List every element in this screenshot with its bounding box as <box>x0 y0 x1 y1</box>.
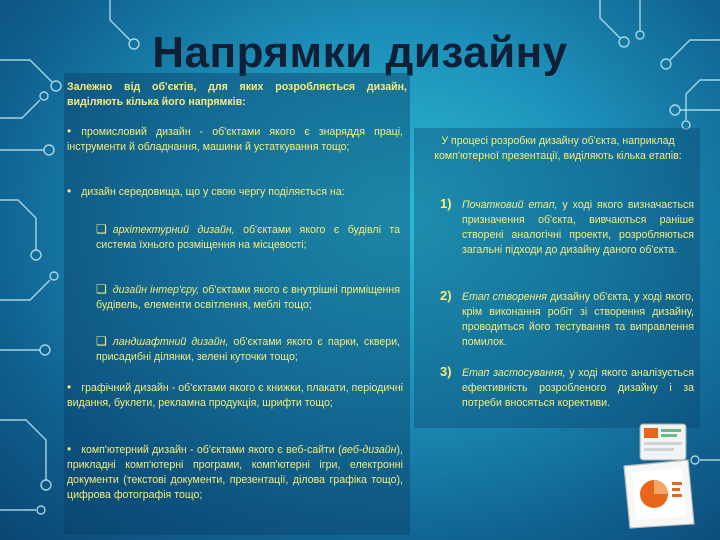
bullet-text: графічний дизайн - об'єктами якого є книжки, плакати, періодичні видання, буклети, рекламна продукція, шрифти тощо; <box>67 382 403 409</box>
bullet-glyph: • <box>67 184 72 198</box>
sub-item-term: ландшафтний дизайн, <box>112 336 229 348</box>
stage-text: дизайну об'єкта, у ході якого, крім виконання робіт зі створення дизайну, проводиться його тестування та виправлення помилок. <box>462 291 694 348</box>
intro-text: Залежно від об'єктів, для яких розробляється дизайн, виділяють кілька його напрямків: <box>67 81 407 108</box>
sub-item-text: об'єктами якого є внутрішні приміщення будівель, елементи освітлення, меблі тощо; <box>96 284 400 311</box>
stage-term: Етап створення <box>462 291 547 303</box>
powerpoint-icon <box>618 420 708 530</box>
bullet-text-a: комп'ютерний дизайн - об'єктами якого є веб-сайти ( <box>81 444 342 456</box>
bullet-industrial <box>67 124 403 155</box>
sub-item-text: об'єктами якого є будівлі та система їхнього розміщення на місцевості; <box>96 224 400 251</box>
stage-number: 1) <box>440 196 452 211</box>
square-bullet: ❑ <box>96 334 107 348</box>
stage-application <box>462 366 694 411</box>
sub-item-landscape <box>96 334 400 365</box>
bullet-text: дизайн середовища, що у свою чергу поділяється на: <box>81 186 345 198</box>
sub-item-term: дизайн інтер'єру, <box>112 284 200 296</box>
bullet-computer <box>67 442 403 503</box>
stage-initial <box>462 198 694 258</box>
sub-item-interior <box>96 282 400 313</box>
square-bullet: ❑ <box>96 222 107 236</box>
stage-term: Етап застосування, <box>462 367 566 379</box>
stage-text: у ході якого визначається призначення об'єкта, вивчаються раніше створені аналогічні проекти, розробляються загальні підходи до дизайну даного об'єкта. <box>462 199 695 256</box>
stage-creation <box>462 290 694 350</box>
sub-item-term: архітектурний дизайн, <box>112 224 235 236</box>
square-bullet: ❑ <box>96 282 107 296</box>
bullet-graphic <box>67 380 403 411</box>
bullet-term: веб-дизайн <box>341 444 397 456</box>
bullet-glyph: • <box>67 442 72 456</box>
stage-term: Початковий етап, <box>462 199 558 211</box>
sub-item-text: об'єктами якого є парки, сквери, присадибні ділянки, зелені куточки тощо; <box>96 336 400 363</box>
bullet-glyph: • <box>67 380 72 394</box>
stage-number: 3) <box>440 364 452 379</box>
stage-number: 2) <box>440 288 452 303</box>
bullet-glyph: • <box>67 124 72 138</box>
slide-title: Напрямки дизайну <box>152 28 568 77</box>
sub-item-architecture <box>96 222 400 253</box>
bullet-text: промисловий дизайн - об'єктами якого є знаряддя праці, інструменти й обладнання, машини й устаткування тощо; <box>67 126 403 153</box>
bullet-environment <box>67 184 403 200</box>
bullet-text-b: ), прикладні комп'ютерні програми, комп'ютерні ігри, електронні документи (текстові документи, презентації, ділова графіка тощо), цифрова фотографія тощо; <box>67 444 403 501</box>
stage-text: у ході якого аналізується ефективність розробленого дизайну і за потреби вносяться корективи. <box>462 367 694 409</box>
stages-intro: У процесі розробки дизайну об'єкта, наприклад комп'ютерної презентації, виділяють кілька етапів: <box>434 135 682 162</box>
